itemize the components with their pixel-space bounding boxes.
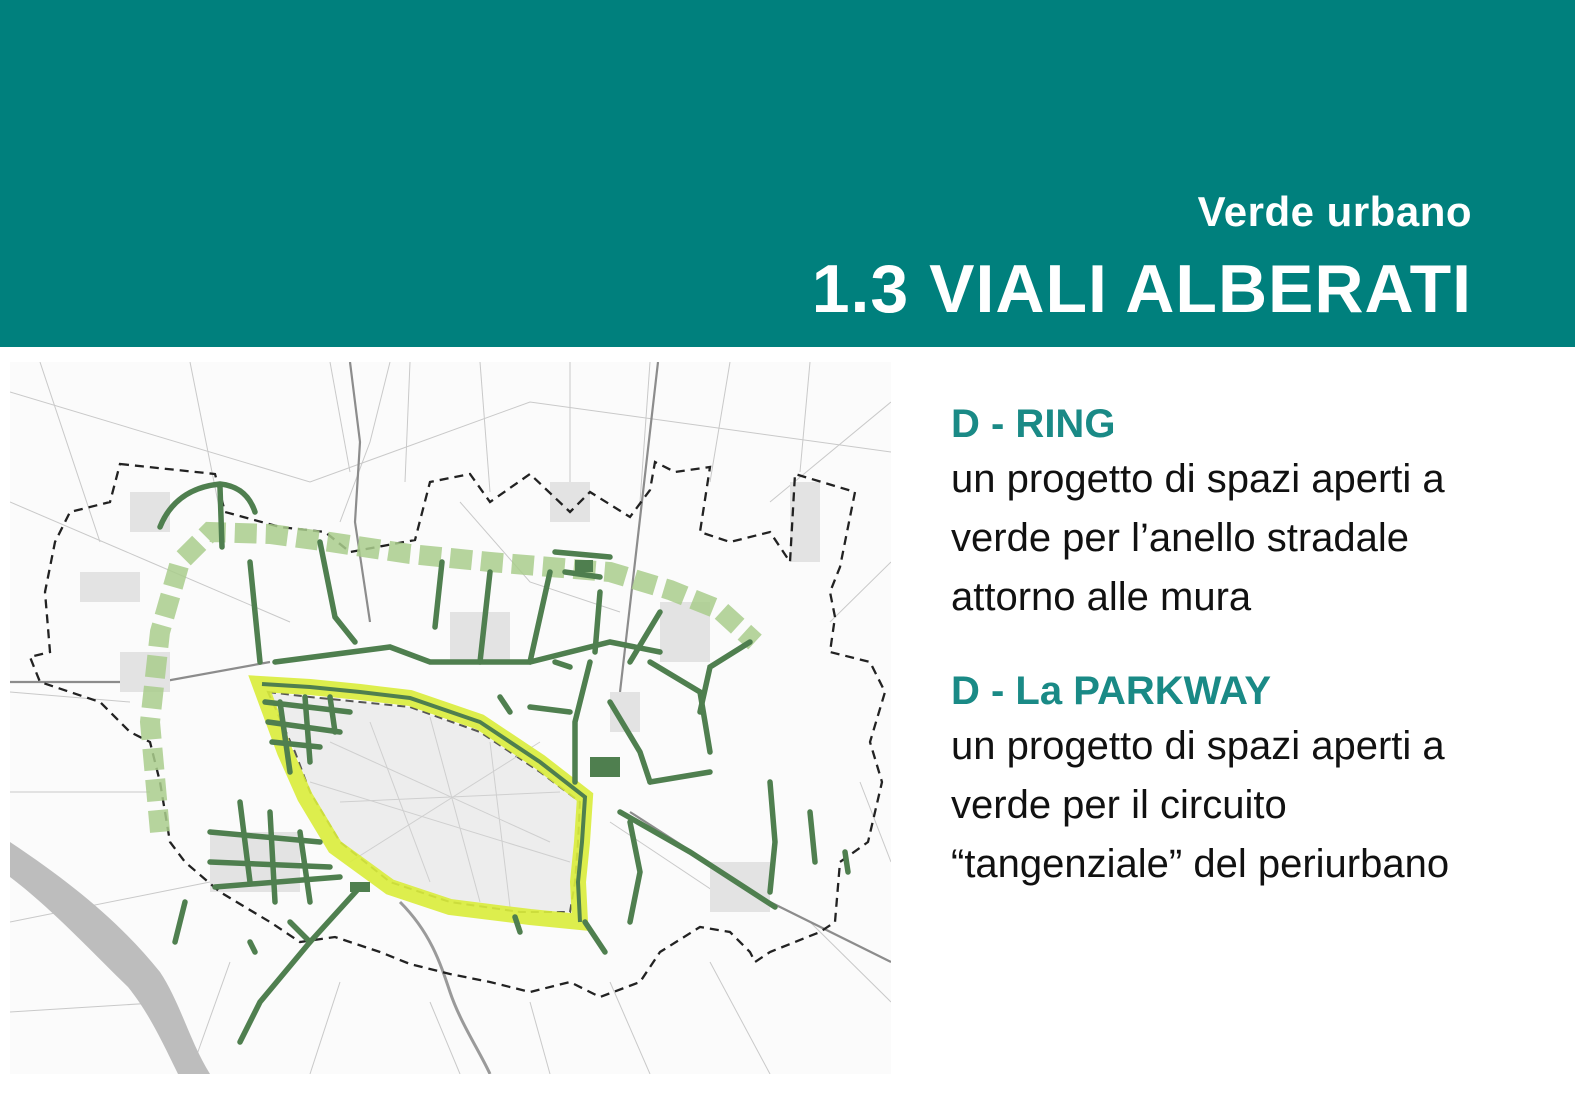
section-text-line: un progetto di spazi aperti a — [951, 724, 1445, 768]
section-heading-ring: D - RING — [951, 402, 1116, 446]
section-text-line: verde per l’anello stradale — [951, 516, 1410, 560]
section-text-line: un progetto di spazi aperti a — [951, 457, 1445, 501]
section-text-line: “tangenziale” del periurbano — [951, 842, 1450, 886]
section-parkway — [951, 665, 1551, 894]
slide-title: 1.3 VIALI ALBERATI — [811, 251, 1472, 327]
section-text-line: attorno alle mura — [951, 575, 1252, 619]
city-map — [10, 362, 891, 1074]
river — [10, 842, 210, 1074]
map-drawing — [10, 362, 891, 1074]
section-ring — [951, 398, 1551, 627]
section-text-line: verde per il circuito — [951, 783, 1287, 827]
header-banner — [0, 0, 1575, 347]
description-column — [951, 398, 1551, 932]
section-heading-parkway: D - La PARKWAY — [951, 669, 1272, 713]
slide-subtitle: Verde urbano — [1197, 188, 1472, 235]
stream — [400, 902, 490, 1074]
